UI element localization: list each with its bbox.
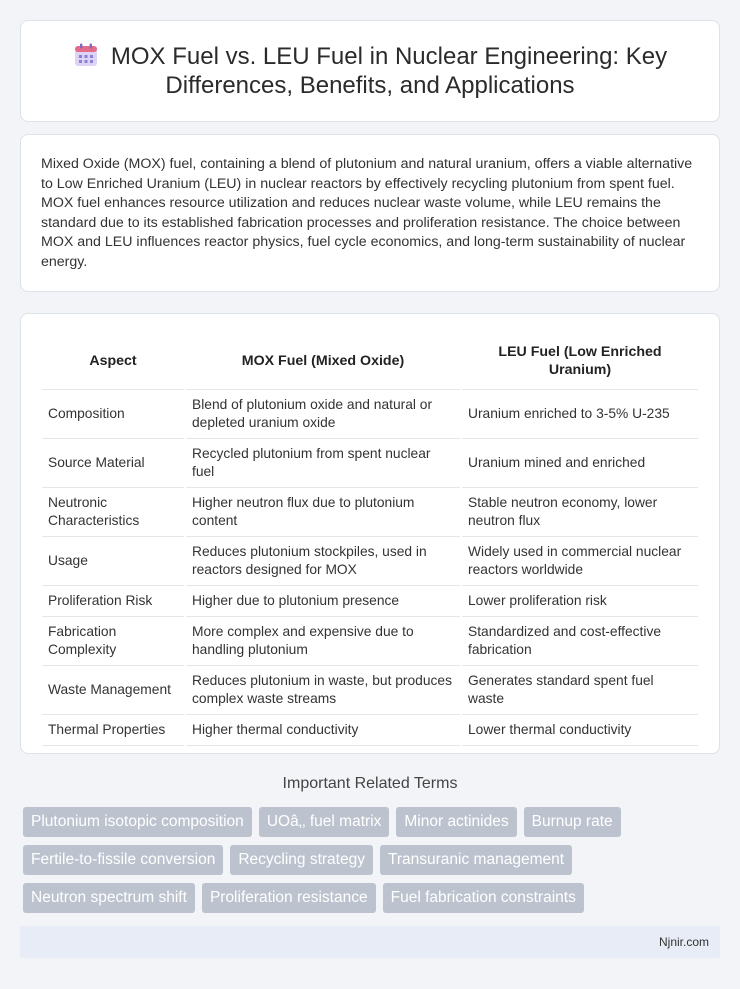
header-leu: LEU Fuel (Low Enriched Uranium) [461,334,698,389]
header-mox: MOX Fuel (Mixed Oxide) [185,334,461,389]
cell-mox: Recycled plutonium from spent nuclear fuel [185,438,461,487]
tag-plutonium-isotopic-composition[interactable]: Plutonium isotopic composition [23,807,252,837]
page-title-text: MOX Fuel vs. LEU Fuel in Nuclear Engineering: Key Differences, Benefits, and Applications [110,43,668,99]
cell-mox: Higher thermal conductivity [185,714,461,745]
tag-row [23,845,723,875]
footer-site-link[interactable]: Njnir.com [658,935,709,949]
intro-card [20,134,720,292]
footer [20,926,720,958]
cell-aspect: Source Material [42,438,185,487]
table-row [42,389,698,438]
cell-mox: Reduces plutonium in waste, but produces complex waste streams [185,665,461,714]
cell-aspect: Composition [42,389,185,438]
cell-leu: Stable neutron economy, lower neutron flux [461,487,698,536]
comparison-table [42,334,698,746]
cell-aspect: Waste Management [42,665,185,714]
tag-transuranic-management[interactable]: Transuranic management [380,845,572,875]
table-header-row [42,334,698,389]
intro-paragraph: Mixed Oxide (MOX) fuel, containing a blend of plutonium and natural uranium, offers a viable alternative to Low Enriched Uranium (LEU) in nuclear reactors by effectively recycling plutonium from spent fuel. MOX fuel enhances resource utilization and reduces nuclear waste volume, while LEU remains the standard due to its established fabrication processes and proliferation resistance. The choice between MOX and LEU influences reactor physics, fuel cycle economics, and long-term sustainability of nuclear energy. [41,156,693,270]
cell-leu: Lower proliferation risk [461,585,698,616]
related-terms-title: Important Related Terms [282,775,458,792]
table-row [42,616,698,665]
cell-leu: Generates standard spent fuel waste [461,665,698,714]
comparison-table-card [20,313,720,754]
table-row [42,487,698,536]
cell-aspect: Thermal Properties [42,714,185,745]
tag-recycling-strategy[interactable]: Recycling strategy [230,845,373,875]
table-row [42,665,698,714]
cell-mox: Higher neutron flux due to plutonium content [185,487,461,536]
cell-leu: Widely used in commercial nuclear reactors worldwide [461,536,698,585]
tag-neutron-spectrum-shift[interactable]: Neutron spectrum shift [23,883,195,913]
cell-mox: Reduces plutonium stockpiles, used in reactors designed for MOX [185,536,461,585]
table-row [42,714,698,745]
header-aspect: Aspect [42,334,185,389]
cell-aspect: Proliferation Risk [42,585,185,616]
tag-fuel-fabrication-constraints[interactable]: Fuel fabrication constraints [383,883,584,913]
cell-aspect: Neutronic Characteristics [42,487,185,536]
cell-aspect: Fabrication Complexity [42,616,185,665]
table-row [42,438,698,487]
cell-aspect: Usage [42,536,185,585]
cell-leu: Lower thermal conductivity [461,714,698,745]
cell-leu: Standardized and cost-effective fabrication [461,616,698,665]
tag-proliferation-resistance[interactable]: Proliferation resistance [202,883,376,913]
tag-minor-actinides[interactable]: Minor actinides [396,807,516,837]
tag-uo2-fuel-matrix[interactable]: UOâ‚‚ fuel matrix [259,807,390,837]
related-terms [23,807,723,921]
tag-row [23,807,723,837]
header-card [20,20,720,122]
cell-mox: Higher due to plutonium presence [185,585,461,616]
tag-burnup-rate[interactable]: Burnup rate [524,807,621,837]
cell-mox: Blend of plutonium oxide and natural or depleted uranium oxide [185,389,461,438]
cell-leu: Uranium enriched to 3-5% U-235 [461,389,698,438]
tag-row [23,883,723,913]
cell-mox: More complex and expensive due to handling plutonium [185,616,461,665]
cell-leu: Uranium mined and enriched [461,438,698,487]
table-row [42,585,698,616]
table-row [42,536,698,585]
page-title [51,42,689,100]
tag-fertile-to-fissile-conversion[interactable]: Fertile-to-fissile conversion [23,845,223,875]
calendar-icon [73,42,99,68]
